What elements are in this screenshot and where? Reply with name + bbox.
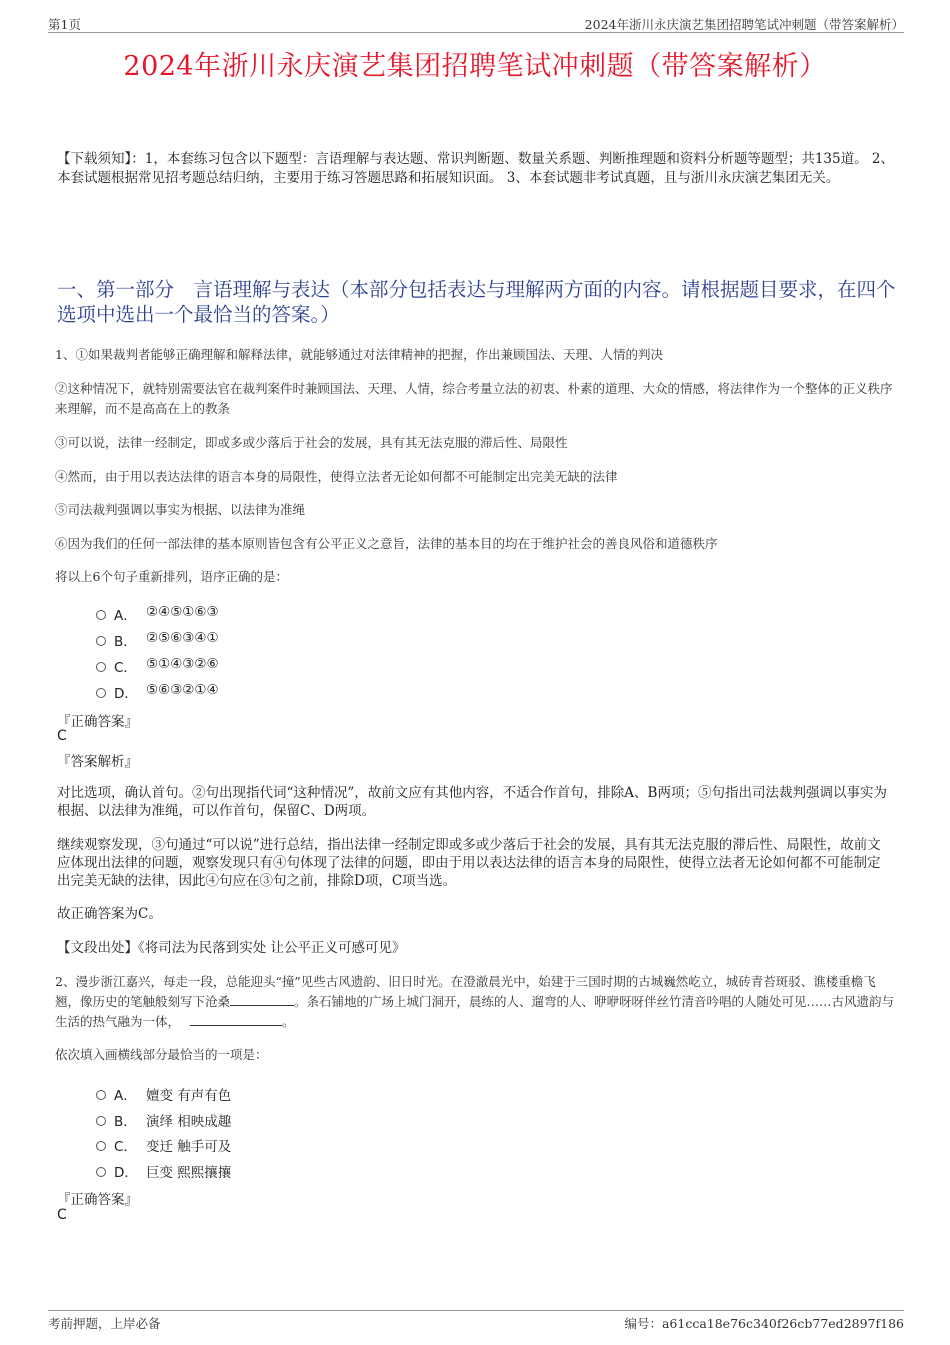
radio-button[interactable] [96, 1141, 106, 1151]
option-text: ⑤⑥③②①④ [146, 682, 219, 698]
q1-sentence-5: ⑤司法裁判强调以事实为根据、以法律为准绳 [55, 502, 306, 517]
q1-analysis-3: 故正确答案为C。 [57, 906, 162, 922]
document-title: 2024年浙川永庆演艺集团招聘笔试冲刺题（带答案解析） [123, 51, 827, 82]
radio-button[interactable] [96, 1116, 106, 1126]
q2-stem-part2: 。条石铺地的广场上城门洞开，晨练的人、遛弯的人、咿咿呀呀伴丝竹清音吟唱的人随处可见……古风遗韵与生活的热气融为一体， [55, 994, 895, 1029]
radio-button[interactable] [96, 1090, 106, 1100]
option-letter: C． [114, 1139, 137, 1155]
q1-analysis-2: 继续观察发现，③句通过“可以说”进行总结，指出法律一经制定即或多或少落后于社会的发展，具有其无法克服的滞后性、局限性，故前文应体现出法律的问题，观察发现只有④句体现了法律的问题，即由于用以表达法律的语言本身的局限性，使得立法者无论如何都不可能制定出完美无缺的法律，因此④句应在③句之前，排除D项，C项当选。 [57, 837, 881, 889]
q1-sentence-1: 1、①如果裁判者能够正确理解和解释法律，就能够通过对法律精神的把握，作出兼顾国法、天理、人情的判决 [55, 347, 663, 362]
document-id: 编号：a61cca18e76c340f26cb77ed2897f186 [624, 1316, 904, 1331]
option-letter: B． [114, 1114, 137, 1130]
q1-sentence-3: ③可以说，法律一经制定，即或多或少落后于社会的发展，具有其无法克服的滞后性、局限性 [55, 435, 568, 450]
radio-button[interactable] [96, 662, 106, 672]
q2-stem-part3: 。 [282, 1014, 295, 1029]
page-footer [48, 1310, 904, 1331]
option-text: 巨变 熙熙攘攘 [146, 1165, 232, 1181]
q1-sentence-4: ④然而，由于用以表达法律的语言本身的局限性，使得立法者无论如何都不可能制定出完美无缺的法律 [55, 469, 618, 484]
q1-answer: C [57, 728, 67, 744]
q2-stem-part1: 2、漫步浙江嘉兴，每走一段，总能迎头“撞”见些古风遗韵、旧日时光。在澄澈晨光中，始建于三国时期的古城巍然屹立，城砖青苔斑驳、谯楼重檐飞翘，像历史的笔触般刻写下沧桑 [55, 974, 876, 1009]
option-text: ②⑤⑥③④① [146, 630, 219, 646]
option-letter: D． [114, 1165, 138, 1181]
radio-button[interactable] [96, 1167, 106, 1177]
radio-button[interactable] [96, 688, 106, 698]
q2-prompt: 依次填入画横线部分最恰当的一项是： [55, 1047, 268, 1062]
q1-answer-label: 『正确答案』 [57, 714, 138, 730]
q1-sentence-2: ②这种情况下，就特别需要法官在裁判案件时兼顾国法、天理、人情，综合考量立法的初衷、朴素的道理、大众的情感，将法律作为一个整体的正义秩序来理解，而不是高高在上的教条 [55, 381, 893, 416]
running-title: 2024年浙川永庆演艺集团招聘笔试冲刺题（带答案解析） [584, 17, 904, 32]
page-header [48, 14, 904, 33]
option-text: 变迁 触手可及 [146, 1139, 232, 1155]
download-notice: 【下载须知】：1，本套练习包含以下题型：言语理解与表达题、常识判断题、数量关系题、判断推理题和资料分析题等题型；共135道。 2、本套试题根据常见招考题总结归纳，主要用于练习答题思路和拓展知识面。 3、本套试题非考试真题，且与浙川永庆演艺集团无关。 [57, 151, 894, 186]
option-letter: C． [114, 660, 137, 676]
page-number: 第1页 [48, 17, 81, 32]
option-text: 演绎 相映成趣 [146, 1114, 232, 1130]
radio-button[interactable] [96, 636, 106, 646]
option-text: ②④⑤①⑥③ [146, 604, 219, 620]
option-letter: D． [114, 686, 138, 702]
fill-blank-1 [230, 993, 294, 1006]
q2-answer-label: 『正确答案』 [57, 1192, 138, 1208]
option-text: 嬗变 有声有色 [146, 1088, 232, 1104]
fill-blank-2 [190, 1013, 282, 1026]
q1-source: 【文段出处】《将司法为民落到实处 让公平正义可感可见》 [57, 940, 406, 956]
footer-slogan: 考前押题，上岸必备 [48, 1316, 161, 1331]
radio-button[interactable] [96, 610, 106, 620]
q2-stem [55, 972, 900, 1032]
q1-analysis-1: 对比选项，确认首句。②句出现指代词“这种情况”，故前文应有其他内容，不适合作首句，排除A、B两项；⑤句指出司法裁判强调以事实为根据、以法律为准绳，可以作首句，保留C、D两项。 [57, 785, 887, 819]
option-letter: A． [114, 1088, 137, 1104]
q2-answer: C [57, 1207, 67, 1223]
q1-sentence-6: ⑥因为我们的任何一部法律的基本原则皆包含有公平正义之意旨，法律的基本目的均在于维护社会的善良风俗和道德秩序 [55, 536, 718, 551]
q1-prompt: 将以上6个句子重新排列，语序正确的是： [55, 569, 288, 584]
option-letter: B． [114, 634, 137, 650]
option-text: ⑤①④③②⑥ [146, 656, 219, 672]
option-letter: A． [114, 608, 137, 624]
section-title: 一、第一部分 言语理解与表达（本部分包括表达与理解两方面的内容。请根据题目要求，在四个选项中选出一个最恰当的答案。） [57, 278, 896, 326]
q1-analysis-label: 『答案解析』 [57, 754, 138, 770]
